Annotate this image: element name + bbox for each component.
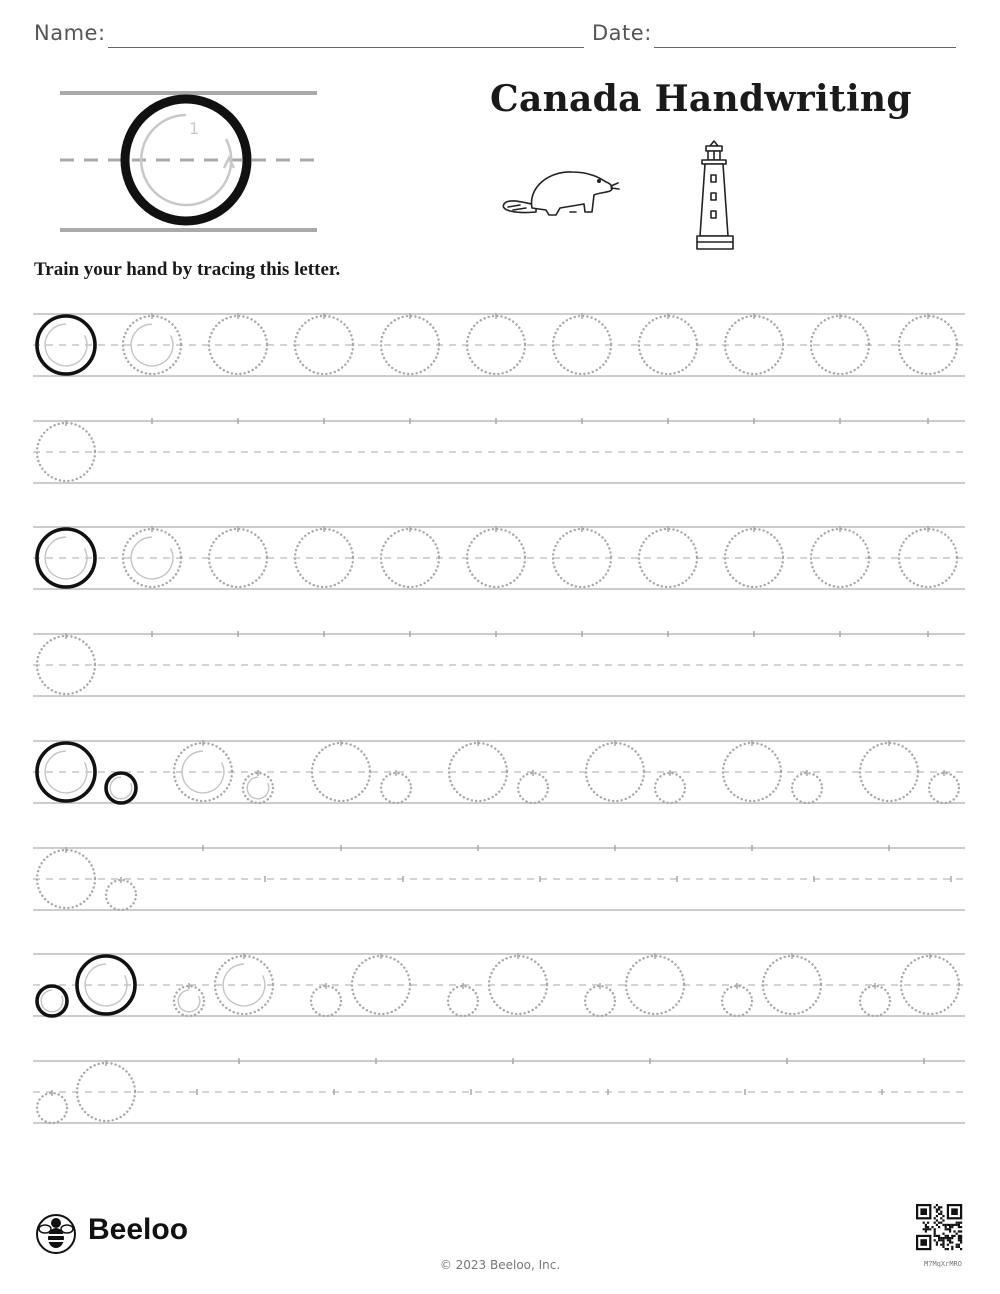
practice-row — [33, 740, 965, 803]
trace-letter-o[interactable] — [722, 986, 752, 1016]
copyright-text: © 2023 Beeloo, Inc. — [439, 1258, 561, 1272]
beaver-illustration — [503, 172, 619, 215]
trace-letter-o[interactable] — [792, 773, 822, 803]
stroke-direction-arrow — [110, 777, 132, 799]
practice-rows — [33, 313, 965, 1123]
stroke-direction-arrow — [178, 990, 200, 1012]
trace-letter-o[interactable] — [585, 986, 615, 1016]
trace-letter-o[interactable] — [381, 773, 411, 803]
trace-letter-o[interactable] — [311, 986, 341, 1016]
brand-name: Beeloo — [88, 1213, 189, 1246]
practice-row — [33, 845, 965, 910]
model-letter — [60, 93, 317, 230]
trace-letter-o[interactable] — [106, 880, 136, 910]
trace-letter-o[interactable] — [37, 1093, 67, 1123]
instruction-text: Train your hand by tracing this letter. — [34, 259, 341, 280]
trace-letter-o[interactable] — [448, 986, 478, 1016]
practice-row — [33, 631, 965, 696]
practice-row — [33, 526, 965, 589]
qr-code-label: M7MqXrMRO — [924, 1260, 962, 1268]
qr-code — [914, 1202, 964, 1252]
stroke-direction-arrow — [247, 777, 269, 799]
date-label: Date: — [592, 21, 652, 45]
lighthouse-illustration — [697, 141, 733, 249]
trace-letter-o[interactable] — [518, 773, 548, 803]
stroke-direction-arrow — [41, 990, 63, 1012]
page-title: Canada Handwriting — [490, 78, 912, 120]
practice-row — [33, 313, 965, 376]
stroke-number: 1 — [189, 119, 200, 138]
practice-row — [33, 953, 965, 1016]
name-label: Name: — [34, 21, 106, 45]
practice-row — [33, 418, 965, 483]
trace-letter-o[interactable] — [860, 986, 890, 1016]
trace-letter-o[interactable] — [655, 773, 685, 803]
practice-row — [33, 1058, 965, 1123]
trace-letter-o[interactable] — [929, 773, 959, 803]
bee-logo-icon — [37, 1215, 75, 1253]
